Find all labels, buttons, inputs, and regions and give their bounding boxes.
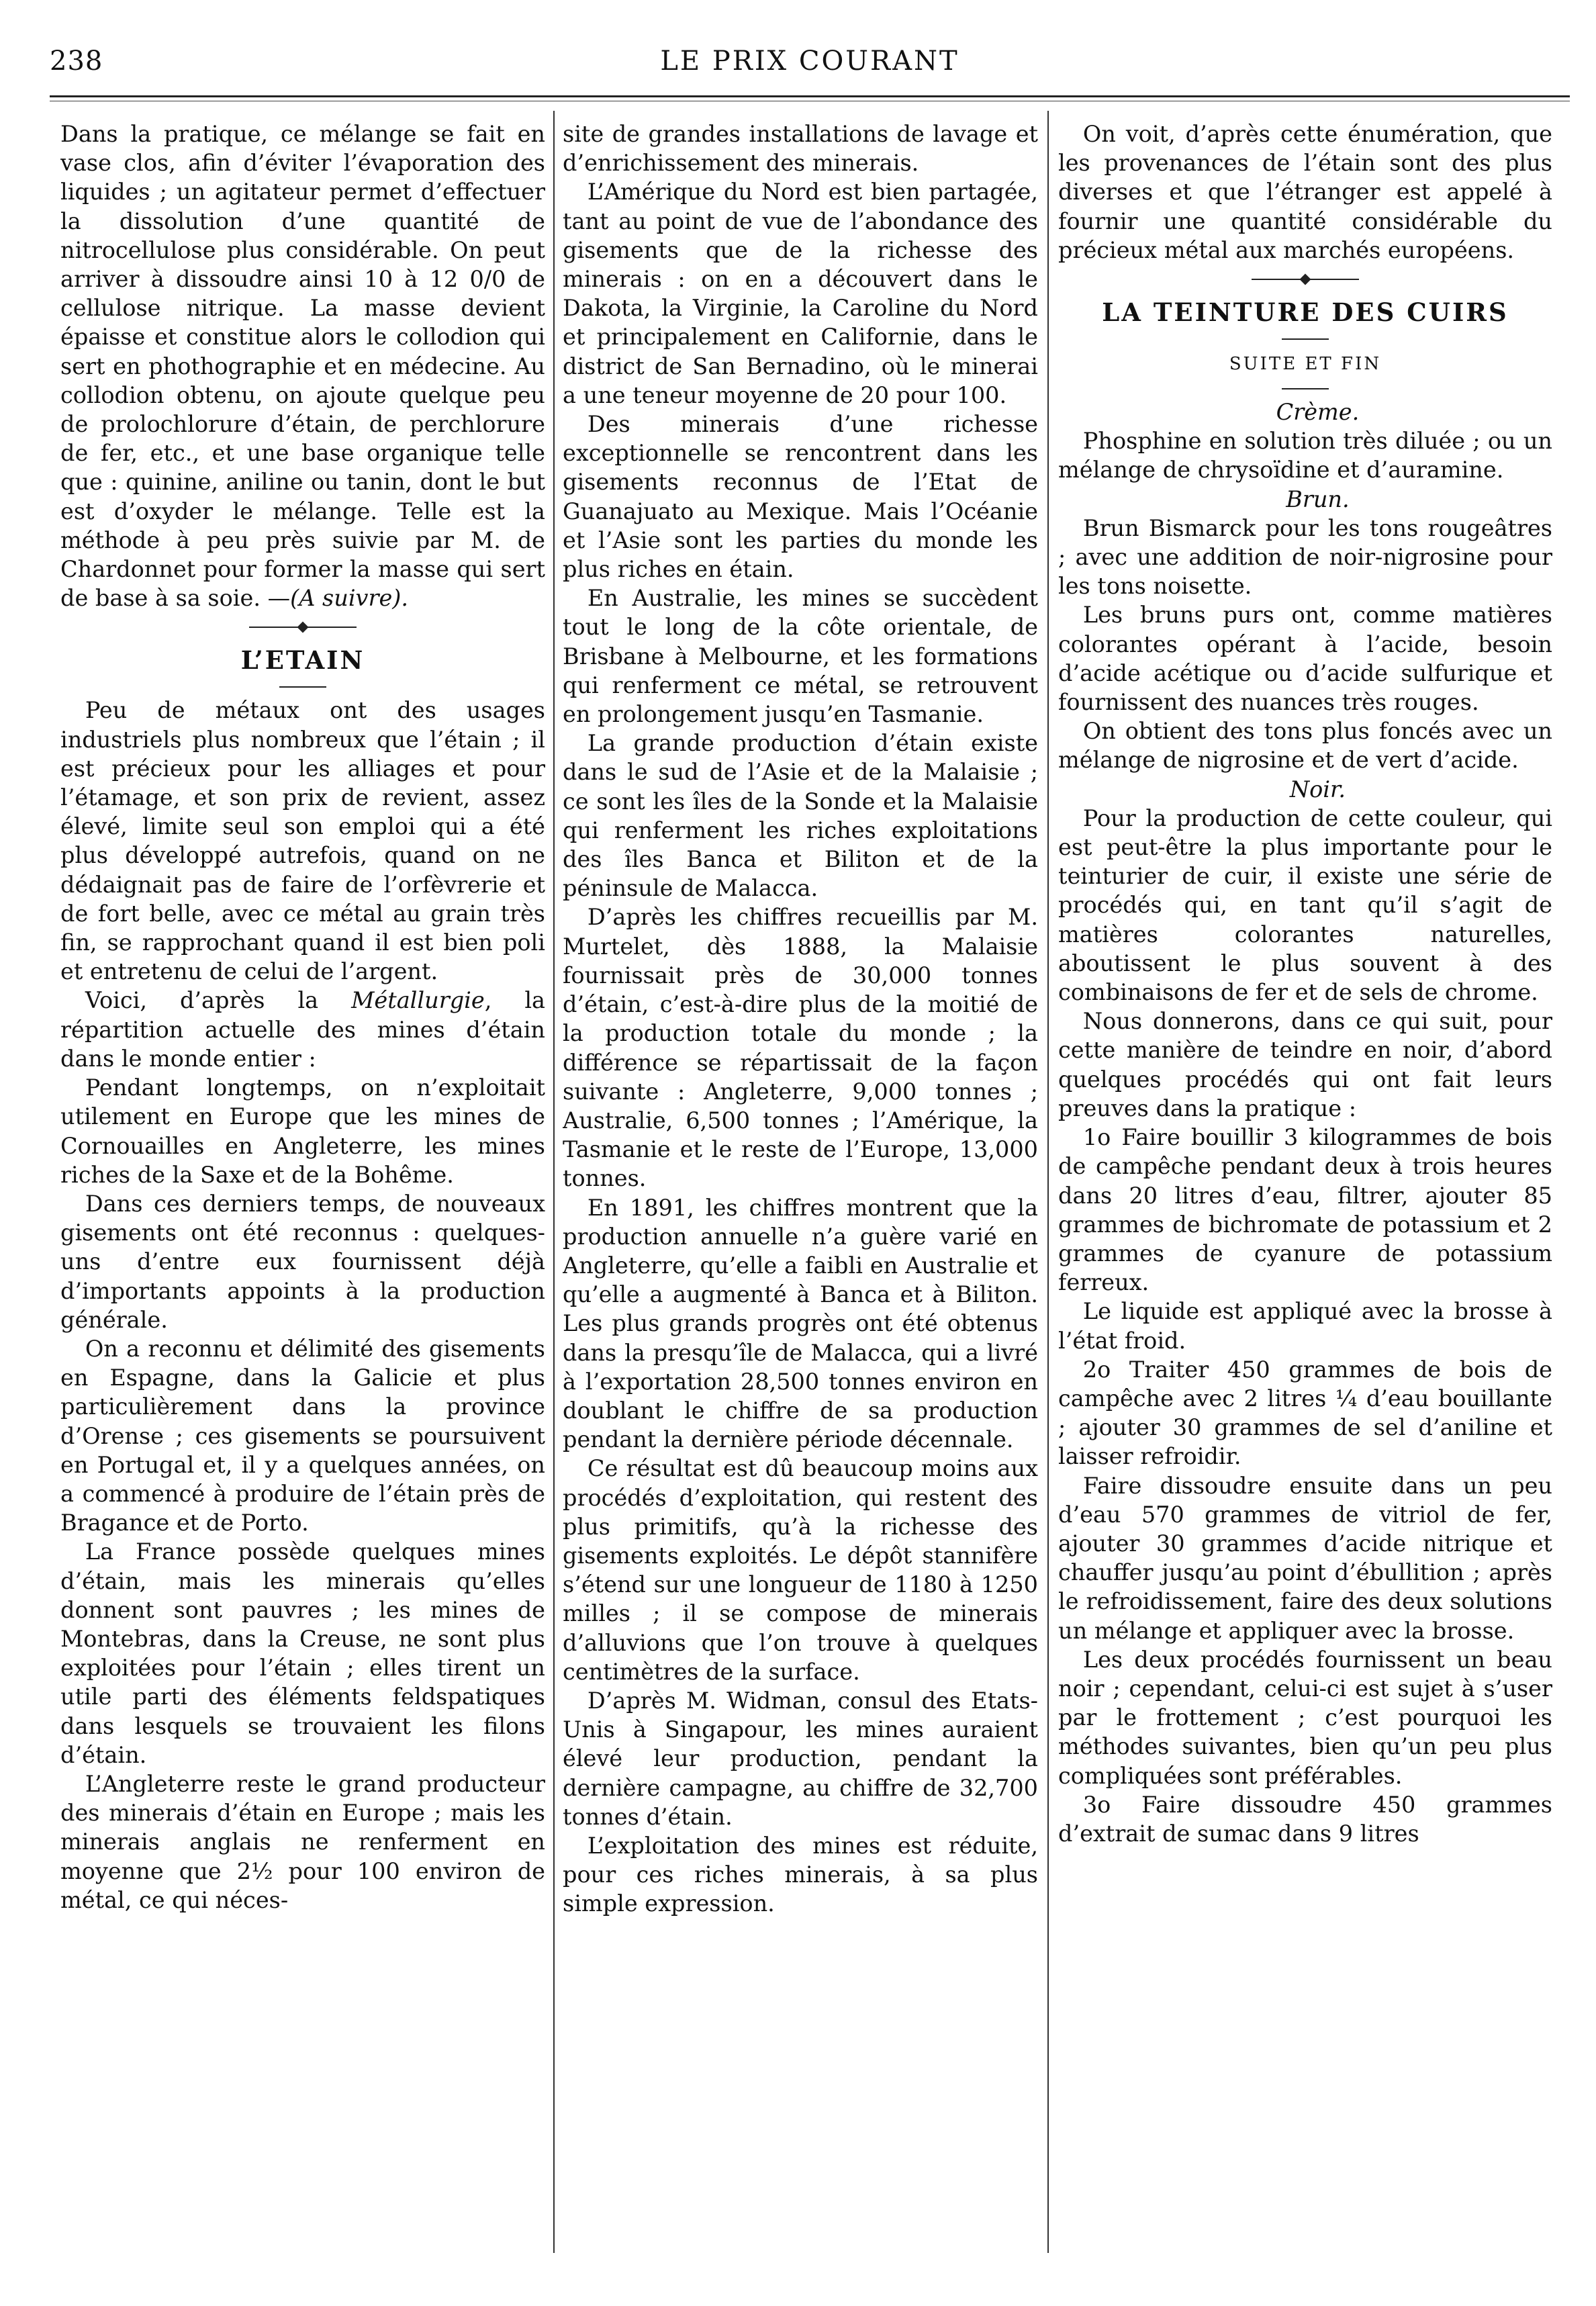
paragraph: Faire dissoudre ensuite dans un peu d’eau 570 grammes de vitriol de fer, ajouter 30 grammes d’acide nitrique et chauffer jusqu’au point d’ébullition ; après le refroidissement, faire des deux solutions un mélange et appliquer avec la brosse. bbox=[1058, 1472, 1552, 1644]
heading-rule bbox=[60, 678, 545, 696]
page-number: 238 bbox=[50, 46, 103, 77]
source-title: Métallurgie bbox=[351, 987, 485, 1014]
paragraph: D’après M. Widman, consul des Etats-Unis à Singapour, les mines auraient élevé leur production, pendant la dernière campagne, au chiffre de 32,700 tonnes d’étain. bbox=[563, 1687, 1038, 1830]
section-title-brun: Brun. bbox=[1286, 486, 1350, 512]
heading-rule bbox=[1058, 380, 1552, 398]
paragraph: L’Angleterre reste le grand producteur des minerais d’étain en Europe ; mais les minerais anglais ne renferment en moyenne que 2½ pour 100 environ de métal, ce qui néces- bbox=[60, 1770, 545, 1913]
column-divider-2 bbox=[1047, 111, 1049, 2253]
paragraph: Le liquide est appliqué avec la brosse à l’état froid. bbox=[1058, 1298, 1552, 1354]
paragraph: La grande production d’étain existe dans le sud de l’Asie et de la Malaisie ; ce sont les îles de la Sonde et la Malaisie qui renferment les riches exploitations des îles Banca et Biliton et de la péninsule de Malacca. bbox=[563, 730, 1038, 902]
paragraph: 1o Faire bouillir 3 kilogrammes de bois de campêche pendant deux à trois heures dans 20 litres d’eau, filtrer, ajouter 85 grammes de bichromate de potassium et 2 grammes de cyanure de potassium ferreux. bbox=[1058, 1124, 1552, 1296]
paragraph: Dans la pratique, ce mélange se fait en vase clos, afin d’éviter l’évaporation des liquides ; un agitateur permet d’effectuer la dissolution d’une quantité de nitrocellulose plus considérable. On peut arriver à dissoudre ainsi 10 à 12 0/0 de cellulose nitrique. La masse devient épaisse et constitue alors le collodion qui sert en phothographie et en médecine. Au collodion obtenu, on ajoute quelque peu de prolochlorure d’étain, de perchlorure de fer, etc., et une base organique telle que : quinine, aniline ou tanin, dont le but est d’oxyder le mélange. Telle est la méthode à peu près suivie par M. de Chardonnet pour former la masse qui sert de base à sa soie. —(A suivre). bbox=[60, 121, 545, 612]
column-1 bbox=[60, 120, 545, 2268]
paragraph: L’exploitation des mines est réduite, pour ces riches minerais, à sa plus simple expression. bbox=[563, 1832, 1038, 1917]
paragraph: Voici, d’après la Métallurgie, la répartition actuelle des mines d’étain dans le monde entier : bbox=[60, 987, 545, 1072]
paragraph: Brun Bismarck pour les tons rougeâtres ; avec une addition de noir-nigrosine pour les tons noisette. bbox=[1058, 514, 1552, 600]
section-ornament bbox=[1058, 265, 1552, 294]
to-be-continued: (A suivre). bbox=[290, 585, 409, 612]
header-rule-thick bbox=[50, 95, 1570, 97]
column-2 bbox=[563, 120, 1038, 2268]
paragraph: On voit, d’après cette énumération, que les provenances de l’étain sont des plus diverses et que l’étranger est appelé à fournir une quantité considérable du précieux métal aux marchés européens. bbox=[1058, 121, 1552, 263]
paragraph: Phosphine en solution très diluée ; ou un mélange de chrysoïdine et d’auramine. bbox=[1058, 428, 1552, 483]
paragraph: site de grandes installations de lavage et d’enrichissement des minerais. bbox=[563, 121, 1038, 177]
paragraph: Des minerais d’une richesse exceptionnelle se rencontrent dans les gisements reconnus de l’Etat de Guanajuato au Mexique. Mais l’Océanie et l’Asie sont les parties du monde les plus riches en étain. bbox=[563, 411, 1038, 583]
article-subheading: SUITE ET FIN bbox=[1229, 354, 1382, 375]
paragraph: On a reconnu et délimité des gisements en Espagne, dans la Galicie et plus particulièrement dans la province d’Orense ; ces gisements se poursuivent en Portugal et, il y a quelques années, on a commencé à produire de l’étain près de Bragance et de Porto. bbox=[60, 1335, 545, 1536]
column-3 bbox=[1058, 120, 1552, 2268]
paragraph: Dans ces derniers temps, de nouveaux gisements ont été reconnus : quelques-uns d’entre eux fournissent déjà d’importants appoints à la production générale. bbox=[60, 1190, 545, 1333]
paragraph: Les deux procédés fournissent un beau noir ; cependant, celui-ci est sujet à s’user par le frottement ; c’est pourquoi les méthodes suivantes, bien qu’un peu plus compliquées sont préférables. bbox=[1058, 1646, 1552, 1789]
heading-rule bbox=[1058, 330, 1552, 348]
paragraph: Nous donnerons, dans ce qui suit, pour cette manière de teindre en noir, d’abord quelques procédés qui ont fait leurs preuves dans la pratique : bbox=[1058, 1008, 1552, 1121]
paragraph: L’Amérique du Nord est bien partagée, tant au point de vue de l’abondance des gisements que de la richesse des minerais : on en a découvert dans le Dakota, la Virginie, la Caroline du Nord et principalement en Californie, dans le district de San Bernadino, où le minerai a une teneur moyenne de 20 pour 100. bbox=[563, 179, 1038, 408]
section-ornament bbox=[60, 612, 545, 642]
paragraph: En Australie, les mines se succèdent tout le long de la côte orientale, de Brisbane à Melbourne, et les formations qui renferment ce métal, se retrouvent en prolongement jusqu’en Tasmanie. bbox=[563, 585, 1038, 728]
section-title-noir: Noir. bbox=[1289, 776, 1346, 802]
paragraph: D’après les chiffres recueillis par M. Murtelet, dès 1888, la Malaisie fournissait près de 30,000 tonnes d’étain, c’est-à-dire plus de la moitié de la production totale du monde ; la différence se répartissait de la façon suivante : Angleterre, 9,000 tonnes ; Australie, 6,500 tonnes ; l’Amérique, la Tasmanie et le reste de l’Europe, 13,000 tonnes. bbox=[563, 904, 1038, 1192]
journal-title: LE PRIX COURANT bbox=[660, 46, 959, 77]
paragraph: 3o Faire dissoudre 450 grammes d’extrait de sumac dans 9 litres bbox=[1058, 1791, 1552, 1847]
section-title-creme: Crème. bbox=[1276, 399, 1360, 426]
paragraph: Peu de métaux ont des usages industriels plus nombreux que l’étain ; il est précieux pour les alliages et pour l’étamage, et son prix de revient, assez élevé, limite seul son emploi qui a été plus développé autrefois, quand on ne dédaignait pas de faire de l’orfèvrerie et de fort belle, avec ce métal au grain très fin, se rapprochant quand il est bien poli et entretenu de celui de l’argent. bbox=[60, 697, 545, 985]
paragraph: Ce résultat est dû beaucoup moins aux procédés d’exploitation, qui restent des plus primitifs, qu’à la richesse des gisements exploités. Le dépôt stannifère s’étend sur une longueur de 1180 à 1250 milles ; il se compose de minerais d’alluvions que l’on trouve à quelques centimètres de la surface. bbox=[563, 1455, 1038, 1685]
page-header bbox=[50, 40, 1570, 87]
article-heading-etain: L’ETAIN bbox=[240, 645, 365, 676]
column-divider-1 bbox=[553, 111, 555, 2253]
paragraph: On obtient des tons plus foncés avec un mélange de nigrosine et de vert d’acide. bbox=[1058, 718, 1552, 774]
paragraph: Les bruns purs ont, comme matières colorantes opérant à l’acide, besoin d’acide acétique ou d’acide sulfurique et fournissent des nuances très rouges. bbox=[1058, 602, 1552, 716]
paragraph: Pour la production de cette couleur, qui est peut-être la plus importante pour le teinturier de cuir, il existe une série de procédés qui, en tant qu’il s’agit de matières colorantes naturelles, aboutissent le plus souvent à des combinaisons de fer et de sels de chrome. bbox=[1058, 804, 1552, 1006]
paragraph: Pendant longtemps, on n’exploitait utilement en Europe que les mines de Cornouailles en Angleterre, les mines riches de la Saxe et de la Bohême. bbox=[60, 1074, 545, 1188]
paragraph: En 1891, les chiffres montrent que la production annuelle n’a guère varié en Angleterre, qu’elle a faibli en Australie et qu’elle a augmenté à Banca et à Biliton. Les plus grands progrès ont été obtenus dans la presqu’île de Malacca, qui a livré à l’exportation 28,500 tonnes environ en doublant le chiffre de sa production pendant la dernière période décennale. bbox=[563, 1194, 1038, 1453]
paragraph: La France possède quelques mines d’étain, mais les minerais qu’elles donnent sont pauvres ; les mines de Montebras, dans la Creuse, ne sont plus exploitées pour l’étain ; elles tirent un utile parti des éléments feldspatiques dans lesquels se trouvaient les filons d’étain. bbox=[60, 1538, 545, 1768]
article-heading-teinture: LA TEINTURE DES CUIRS bbox=[1102, 297, 1509, 328]
paragraph: 2o Traiter 450 grammes de bois de campêche avec 2 litres ¼ d’eau bouillante ; ajouter 30 grammes de sel d’aniline et laisser refroidir. bbox=[1058, 1356, 1552, 1470]
